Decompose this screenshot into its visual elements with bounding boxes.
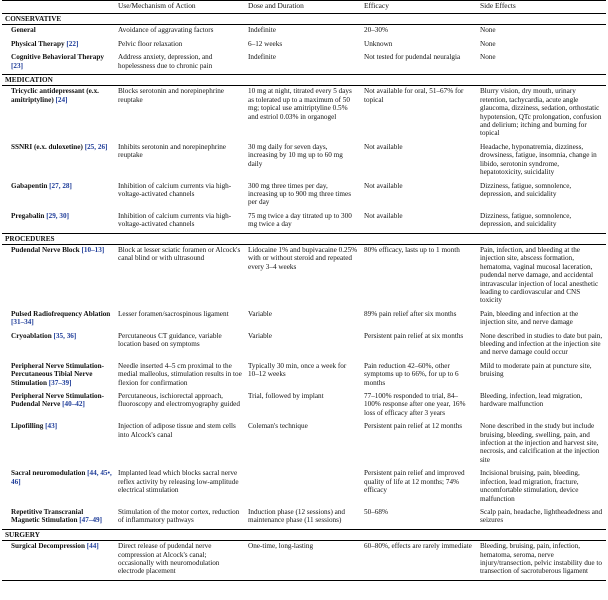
treatment-name-cell xyxy=(2,181,115,211)
mechanism-cell: Percutaneous, ischiorectal approach, fluoroscopy and electromyography guided xyxy=(118,392,240,409)
efficacy-cell: Not tested for pudendal neuralgia xyxy=(364,53,461,62)
table-row xyxy=(2,39,606,52)
efficacy-cell: Unknown xyxy=(364,39,393,48)
treatment-name-cell xyxy=(2,361,115,391)
mechanism-cell: Implanted lead which blocks sacral nerve reflex activity by releasing low-amplitude electrical stimulation xyxy=(118,469,239,495)
treatment-name: Peripheral Nerve Stimulation-Pudendal Nerve xyxy=(11,392,105,409)
dose-cell: Lidocaine 1% and bupivacaine 0.25% with or without steroid and repeated every 3–4 weeks xyxy=(248,245,358,271)
side-effects-cell: Dizziness, fatigue, somnolence, depression, and suicidality xyxy=(480,181,572,198)
mechanism-cell: Inhibits serotonin and norepinephrine reuptake xyxy=(118,142,226,160)
reference-link[interactable]: [37–39] xyxy=(48,378,72,387)
efficacy-cell: Not available xyxy=(364,211,403,220)
treatment-name: General xyxy=(11,26,36,35)
mechanism-cell: Inhibition of calcium currents via high-voltage-activated channels xyxy=(118,181,232,198)
reference-link[interactable]: [27, 28] xyxy=(49,181,72,190)
table-header xyxy=(2,1,606,14)
treatment-table-container xyxy=(2,0,606,581)
dose-cell: Typically 30 min, once a week for 10–12 weeks xyxy=(248,361,347,379)
section-row xyxy=(2,233,606,244)
reference-link[interactable]: [40–42] xyxy=(62,400,85,409)
side-effects-cell: None described in studies to date but pain, bleeding and infection at the injection site and nerve damage could occur xyxy=(480,331,603,357)
mechanism-cell: Blocks serotonin and norepinephrine reuptake xyxy=(118,87,224,104)
reference-link[interactable]: [29, 30] xyxy=(46,211,69,220)
dose-cell: Variable xyxy=(248,331,272,340)
dose-cell: 75 mg twice a day titrated up to 300 mg twice a day xyxy=(248,211,352,229)
side-effects-cell: Scalp pain, headache, lightheadedness and seizures xyxy=(480,507,603,525)
table-row xyxy=(2,181,606,211)
dose-cell: Coleman's technique xyxy=(248,422,308,431)
table-row xyxy=(2,211,606,233)
dose-cell: Indefinite xyxy=(248,26,276,35)
dose-cell: Indefinite xyxy=(248,53,276,62)
side-effects-cell: Headache, hyponatremia, dizziness, drowsiness, fatigue, insomnia, change in libido, serotonin syndrome, hepatotoxicity, suicidality xyxy=(480,142,597,177)
treatment-name: Cognitive Behavioral Therapy xyxy=(11,53,104,62)
section-row xyxy=(2,14,606,25)
side-effects-cell: None xyxy=(480,53,496,62)
section-row xyxy=(2,75,606,86)
header-row xyxy=(2,1,606,14)
mechanism-cell: Pelvic floor relaxation xyxy=(118,39,183,48)
reference-link[interactable]: [35, 36] xyxy=(53,331,77,340)
efficacy-cell: Persistent pain relief and improved quality of life at 12 months; 74% efficacy xyxy=(364,469,465,495)
side-effects-cell: None xyxy=(480,26,496,35)
treatment-name-cell xyxy=(2,309,115,331)
treatment-name-cell xyxy=(2,331,115,361)
mechanism-cell: Direct release of pudendal nerve compression at Alcock's canal; occasionally with neuromodulation electrode placement xyxy=(115,541,245,581)
table-row xyxy=(2,468,606,507)
efficacy-cell: 77–100% responded to trial, 84–100% response after one year, 16% loss of efficacy after 3 years xyxy=(364,392,466,417)
side-effects-cell: Incisional bruising, pain, bleeding, infection, lead migration, fracture, uncomfortable stimulation, device malfunction xyxy=(480,469,580,503)
side-effects-cell: None xyxy=(480,39,496,48)
dose-cell: 30 mg daily for seven days, increasing by 10 mg up to 60 mg daily xyxy=(248,142,343,168)
treatment-name-cell xyxy=(2,468,115,507)
table-row xyxy=(2,244,606,308)
mechanism-cell: Needle inserted 4–5 cm proximal to the medial malleolus, stimulation results in toe flexion for confirmation xyxy=(118,361,242,387)
side-effects-cell: Bleeding, bruising, pain, infection, hematoma, seroma, nerve injury/transection, pelvic instability due to transection of sacrotuberous ligament xyxy=(477,541,606,581)
section-title: PROCEDURES xyxy=(2,233,606,244)
header-mechanism: Use/Mechanism of Action xyxy=(115,1,245,14)
side-effects-cell: Pain, infection, and bleeding at the injection site, abscess formation, hematoma, vaginal mucosal laceration, pudendal nerve damage, and accidental intravascular injection of local anesthetic leading to cardiovascular and CNS toxicity xyxy=(480,245,599,305)
reference-link[interactable]: [10–13] xyxy=(81,245,105,254)
treatment-name-cell xyxy=(2,244,115,308)
table-row xyxy=(2,391,606,421)
section-row xyxy=(2,529,606,540)
treatment-table xyxy=(2,0,606,581)
efficacy-cell: 60–80%, effects are rarely immediate xyxy=(361,541,477,581)
treatment-name: Peripheral Nerve Stimulation-Percutaneous Tibial Nerve Stimulation xyxy=(11,361,105,387)
dose-cell: Induction phase (12 sessions) and maintenance phase (11 sessions) xyxy=(248,507,346,525)
efficacy-cell: 80% efficacy, lasts up to 1 month xyxy=(364,245,460,254)
side-effects-cell: Dizziness, fatigue, somnolence, depression, and suicidality xyxy=(480,211,572,229)
treatment-name-cell xyxy=(2,86,115,142)
efficacy-cell: Not available xyxy=(364,181,403,190)
mechanism-cell: Inhibition of calcium currents via high-voltage-activated channels xyxy=(118,211,232,229)
treatment-name: Lipofilling xyxy=(11,422,44,431)
treatment-name: Pulsed Radiofrequency Ablation xyxy=(11,309,111,318)
header-dose: Dose and Duration xyxy=(245,1,361,14)
side-effects-cell: None described in the study but include bruising, bleeding, swelling, pain, and infection at the injection and harvest site, necrosis, and calcification at the injection site xyxy=(480,422,600,464)
efficacy-cell: 89% pain relief after six months xyxy=(364,309,457,318)
treatment-name-cell xyxy=(2,421,115,468)
dose-cell xyxy=(245,468,361,507)
reference-link[interactable]: [44] xyxy=(86,542,99,551)
efficacy-cell: 50–68% xyxy=(364,507,388,516)
treatment-name: Pregabalin xyxy=(11,211,45,220)
mechanism-cell: Avoidance of aggravating factors xyxy=(118,26,214,35)
mechanism-cell: Injection of adipose tissue and stem cells into Alcock's canal xyxy=(118,422,236,439)
table-body xyxy=(2,14,606,581)
treatment-name: Physical Therapy xyxy=(11,39,65,48)
efficacy-cell: Pain reduction 42–60%, other symptoms up to 66%, for up to 6 months xyxy=(364,361,459,387)
table-row xyxy=(2,142,606,181)
treatment-name: Cryoablation xyxy=(11,331,52,340)
table-row xyxy=(2,361,606,391)
treatment-name: Pudendal Nerve Block xyxy=(11,245,80,254)
treatment-name-cell xyxy=(2,507,115,529)
table-row xyxy=(2,52,606,74)
table-row xyxy=(2,86,606,142)
dose-cell: Variable xyxy=(248,309,272,318)
table-row xyxy=(2,25,606,39)
dose-cell: One-time, long-lasting xyxy=(245,541,361,581)
table-row xyxy=(2,309,606,331)
treatment-name-cell xyxy=(2,391,115,421)
section-title: CONSERVATIVE xyxy=(2,14,606,25)
header-efficacy: Efficacy xyxy=(361,1,477,14)
treatment-name: Surgical Decompression xyxy=(11,542,85,551)
treatment-name-cell xyxy=(2,25,115,39)
side-effects-cell: Bleeding, infection, lead migration, hardware malfunction xyxy=(480,392,583,409)
mechanism-cell: Stimulation of the motor cortex, reduction of inflammatory pathways xyxy=(118,507,240,525)
treatment-name-cell xyxy=(2,541,115,581)
treatment-name: SSNRI (e.x. duloxetine) xyxy=(11,142,83,151)
mechanism-cell: Percutaneous CT guidance, variable location based on symptoms xyxy=(118,331,222,348)
treatment-name: Repetitive Transcranial Magnetic Stimulation xyxy=(11,507,84,525)
mechanism-cell: Address anxiety, depression, and hopelessness due to chronic pain xyxy=(118,53,213,70)
treatment-name: Gabapentin xyxy=(11,181,48,190)
table-row xyxy=(2,421,606,468)
dose-cell: 10 mg at night, titrated every 5 days as tolerated up to a maximum of 50 mg; topical use amitriptyline 0.5% and estriol 0.03% in organogel xyxy=(248,87,352,121)
dose-cell: 300 mg three times per day, increasing up to 900 mg three times per day xyxy=(248,181,351,207)
header-side-effects: Side Effects xyxy=(477,1,606,14)
efficacy-cell: Persistent pain relief at 12 months xyxy=(364,422,463,431)
efficacy-cell: Not available for oral, 51–67% for topical xyxy=(364,87,464,104)
reference-link[interactable]: [31–34] xyxy=(11,318,34,327)
section-title: MEDICATION xyxy=(2,75,606,86)
treatment-name-cell xyxy=(2,52,115,74)
dose-cell: 6–12 weeks xyxy=(248,39,283,48)
reference-link[interactable]: [23] xyxy=(11,61,23,70)
reference-link[interactable]: [44, 45•, 46] xyxy=(11,469,112,486)
efficacy-cell: Not available xyxy=(364,142,403,151)
reference-link[interactable]: [25, 26] xyxy=(84,142,108,151)
treatment-name-cell xyxy=(2,142,115,181)
dose-cell: Trial, followed by implant xyxy=(248,392,324,401)
reference-link[interactable]: [47–49] xyxy=(79,516,103,525)
reference-link[interactable]: [24] xyxy=(55,95,68,104)
treatment-name: Sacral neuromodulation xyxy=(11,469,86,478)
table-row xyxy=(2,541,606,581)
table-row xyxy=(2,331,606,361)
efficacy-cell: Persistent pain relief at six months xyxy=(364,331,464,340)
table-row xyxy=(2,507,606,529)
reference-link[interactable]: [43] xyxy=(45,422,58,431)
side-effects-cell: Mild to moderate pain at puncture site, bruising xyxy=(480,361,592,379)
side-effects-cell: Pain, bleeding and infection at the injection site, and nerve damage xyxy=(480,309,579,327)
mechanism-cell: Block at lesser sciatic foramen or Alcock's canal blind or with ultrasound xyxy=(118,245,241,263)
treatment-name-cell xyxy=(2,39,115,52)
side-effects-cell: Blurry vision, dry mouth, urinary retention, tachycardia, acute angle glaucoma, dizziness, sedation, orthostatic hypotension, QTc prolongation, confusion and delirium; itching and burning for topical xyxy=(480,87,602,138)
section-title: SURGERY xyxy=(2,529,606,540)
header-treatment xyxy=(2,1,115,14)
treatment-name: Tricyclic antidepressant (e.x. amitriptyline) xyxy=(11,87,99,104)
treatment-name-cell xyxy=(2,211,115,233)
mechanism-cell: Lesser foramen/sacrospinous ligament xyxy=(118,309,229,318)
reference-link[interactable]: [22] xyxy=(66,39,79,48)
efficacy-cell: 20–30% xyxy=(364,26,388,35)
